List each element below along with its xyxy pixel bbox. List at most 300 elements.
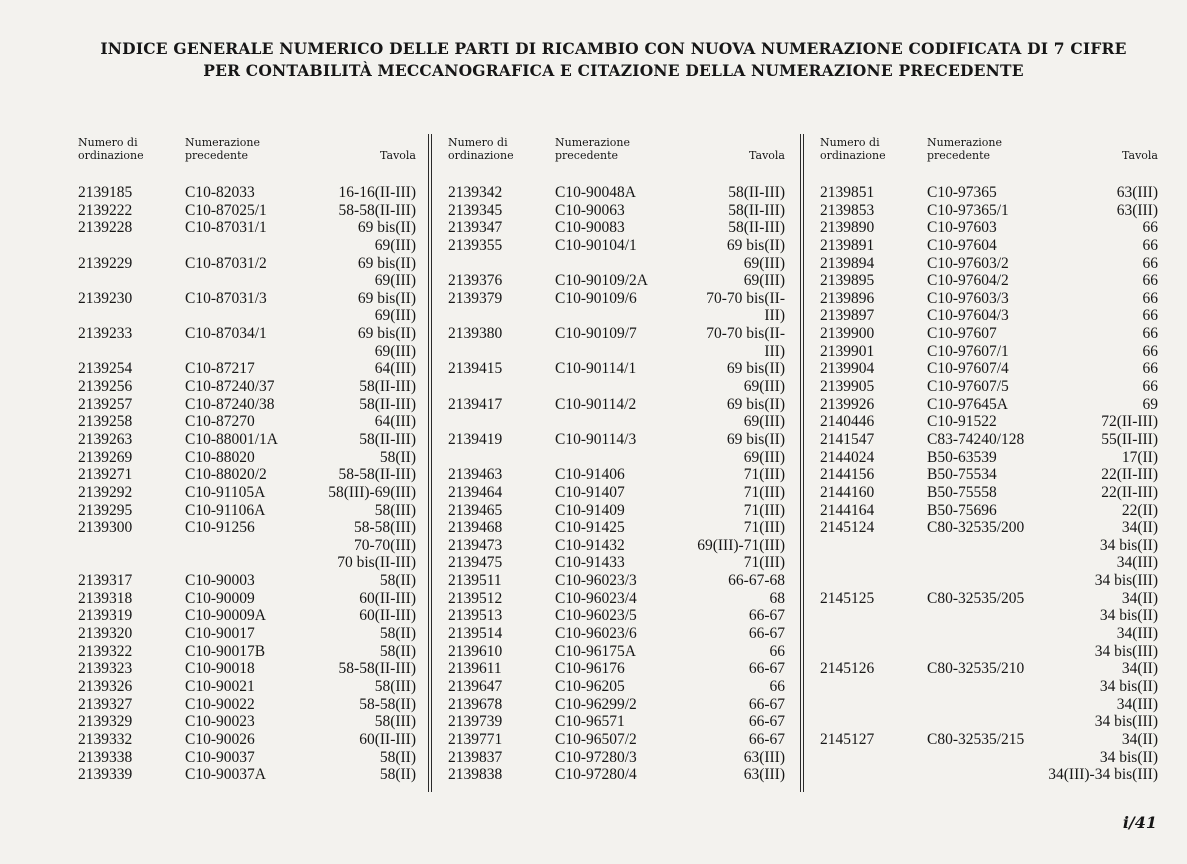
order-number: 2139891	[820, 236, 875, 254]
table-row	[820, 202, 1158, 220]
table-ref: 66	[1142, 219, 1158, 237]
table-ref: III)	[764, 342, 785, 360]
table-row	[820, 378, 1158, 396]
previous-number: C10-87217	[185, 360, 255, 378]
table-row	[448, 466, 785, 484]
order-number: 2139513	[448, 607, 503, 625]
previous-number: C10-96571	[555, 713, 625, 731]
table-row	[820, 219, 1158, 237]
table-ref: 58(II)	[379, 448, 416, 466]
table-row	[820, 696, 1158, 714]
order-number: 2139185	[78, 184, 133, 201]
table-row	[820, 184, 1158, 202]
previous-number: C10-90021	[185, 677, 255, 695]
table-row	[448, 290, 785, 308]
previous-number: C10-91425	[555, 519, 625, 537]
previous-number: C10-90017	[185, 625, 255, 643]
previous-number: C10-88020	[185, 448, 255, 466]
table-ref: 58(II)	[379, 766, 416, 784]
header-order-number-line2: ordinazione	[78, 149, 144, 162]
table-ref: 34(III)	[1116, 554, 1158, 572]
page-number: i/41	[1122, 813, 1157, 832]
order-number: 2139419	[448, 430, 503, 448]
previous-number: C10-97603	[927, 219, 997, 237]
table-row	[448, 537, 785, 555]
table-ref: 69(III)	[374, 272, 416, 290]
order-number: 2139320	[78, 625, 133, 643]
table-row	[820, 466, 1158, 484]
table-ref: 60(II-III)	[359, 589, 416, 607]
table-row	[820, 343, 1158, 361]
table-row	[78, 290, 416, 308]
header-previous-number-line1: Numerazione	[927, 136, 1002, 149]
previous-number: C10-88020/2	[185, 466, 267, 484]
previous-number: C10-97607/4	[927, 360, 1009, 378]
table-row	[820, 360, 1158, 378]
table-row	[448, 643, 785, 661]
order-number: 2139900	[820, 325, 875, 343]
table-ref: 72(II-III)	[1101, 413, 1158, 431]
table-ref: 34 bis(II)	[1099, 607, 1158, 625]
order-number: 2139318	[78, 589, 133, 607]
order-number: 2139300	[78, 519, 133, 537]
table-row	[820, 237, 1158, 255]
order-number: 2139263	[78, 430, 133, 448]
table-row	[78, 466, 416, 484]
table-row	[448, 219, 785, 237]
table-ref: 58-58(II-III)	[338, 201, 416, 219]
previous-number: C10-90048A	[555, 184, 636, 201]
header-order-number	[78, 136, 144, 162]
table-row	[820, 413, 1158, 431]
table-row	[78, 360, 416, 378]
header-previous-number-line1: Numerazione	[555, 136, 630, 149]
table-ref: 69(III)	[374, 342, 416, 360]
table-row	[448, 731, 785, 749]
table-row	[78, 202, 416, 220]
header-order-number-line2: ordinazione	[820, 149, 886, 162]
table-row	[820, 766, 1158, 784]
header-order-number	[820, 136, 886, 162]
table-row	[78, 184, 416, 202]
table-row	[78, 237, 416, 255]
table-row	[448, 272, 785, 290]
table-row	[78, 484, 416, 502]
table-row	[448, 307, 785, 325]
header-order-number-line1: Numero di	[448, 136, 508, 149]
table-ref: 58(II-III)	[359, 395, 416, 413]
table-ref: 69 bis(II)	[726, 430, 785, 448]
order-number: 2139837	[448, 748, 503, 766]
previous-number: C83-74240/128	[927, 430, 1025, 448]
table-ref: 66	[769, 642, 785, 660]
previous-number: C10-96175A	[555, 642, 636, 660]
table-row	[820, 678, 1158, 696]
table-ref: 63(III)	[1116, 201, 1158, 219]
order-number: 2139256	[78, 378, 133, 396]
order-number: 2139271	[78, 466, 133, 484]
order-number: 2144160	[820, 483, 875, 501]
table-ref: 69 bis(II)	[726, 360, 785, 378]
table-ref: 63(III)	[743, 766, 785, 784]
previous-number: C10-90023	[185, 713, 255, 731]
table-row	[448, 325, 785, 343]
table-ref: 69(III)	[374, 236, 416, 254]
previous-number: C10-88001/1A	[185, 430, 278, 448]
table-row	[78, 325, 416, 343]
order-number: 2139890	[820, 219, 875, 237]
table-row	[820, 590, 1158, 608]
table-row	[820, 502, 1158, 520]
previous-number: C10-90018	[185, 660, 255, 678]
table-row	[78, 713, 416, 731]
order-number: 2145127	[820, 730, 875, 748]
previous-number: C10-96023/5	[555, 607, 637, 625]
table-ref: 66-67	[748, 695, 785, 713]
table-ref: 34 bis(III)	[1094, 642, 1158, 660]
table-row	[820, 325, 1158, 343]
order-number: 2139292	[78, 483, 133, 501]
table-ref: 69(III)	[743, 272, 785, 290]
table-row	[820, 607, 1158, 625]
table-ref: 22(II)	[1121, 501, 1158, 519]
table-ref: 66	[1142, 236, 1158, 254]
order-number: 2139838	[448, 766, 503, 784]
table-ref: 63(III)	[743, 748, 785, 766]
table-ref: 70 bis(II-III)	[337, 554, 416, 572]
table-ref: 58(III)	[374, 713, 416, 731]
table-row	[448, 413, 785, 431]
order-number: 2139905	[820, 378, 875, 396]
table-ref: 58-58(II-III)	[338, 466, 416, 484]
previous-number: C80-32535/210	[927, 660, 1025, 678]
order-number: 2139230	[78, 289, 133, 307]
order-number: 2139610	[448, 642, 503, 660]
table-ref: 58-58(II-III)	[338, 660, 416, 678]
previous-number: C80-32535/200	[927, 519, 1025, 537]
table-ref: 63(III)	[1116, 184, 1158, 201]
index-column-2	[448, 136, 785, 784]
previous-number: C10-90037A	[185, 766, 266, 784]
table-row	[448, 607, 785, 625]
table-ref: 58-58(II)	[359, 695, 416, 713]
table-ref: 71(III)	[743, 554, 785, 572]
table-row	[78, 537, 416, 555]
order-number: 2144164	[820, 501, 875, 519]
order-number: 2139468	[448, 519, 503, 537]
column-header	[78, 136, 416, 184]
table-ref: 58-58(III)	[354, 519, 416, 537]
header-previous-number-line1: Numerazione	[185, 136, 260, 149]
table-row	[448, 678, 785, 696]
table-row	[78, 272, 416, 290]
table-ref: 66	[1142, 307, 1158, 325]
table-row	[448, 660, 785, 678]
table-row	[820, 625, 1158, 643]
order-number: 2139901	[820, 342, 875, 360]
previous-number: C10-96023/6	[555, 625, 637, 643]
order-number: 2139514	[448, 625, 503, 643]
table-row	[820, 660, 1158, 678]
previous-number: C10-97603/3	[927, 289, 1009, 307]
header-previous-number	[555, 136, 630, 162]
previous-number: C10-90003	[185, 572, 255, 590]
table-row	[448, 255, 785, 273]
previous-number: C10-91406	[555, 466, 625, 484]
table-row	[820, 449, 1158, 467]
table-row	[78, 572, 416, 590]
table-row	[448, 590, 785, 608]
order-number: 2139342	[448, 184, 503, 201]
order-number: 2139228	[78, 219, 133, 237]
header-previous-number	[185, 136, 260, 162]
order-number: 2140446	[820, 413, 875, 431]
table-ref: 69 bis(II)	[357, 289, 416, 307]
table-row	[448, 378, 785, 396]
table-ref: 69 bis(II)	[357, 254, 416, 272]
table-row	[78, 413, 416, 431]
order-number: 2139647	[448, 677, 503, 695]
header-order-number	[448, 136, 514, 162]
table-ref: 64(III)	[374, 360, 416, 378]
table-row	[820, 713, 1158, 731]
table-ref: 34 bis(III)	[1094, 713, 1158, 731]
table-ref: 22(II-III)	[1101, 483, 1158, 501]
table-row	[78, 449, 416, 467]
table-row	[448, 484, 785, 502]
previous-number: C10-90104/1	[555, 236, 637, 254]
table-ref: 66	[1142, 254, 1158, 272]
table-ref: 34(II)	[1121, 589, 1158, 607]
table-ref: 58(II)	[379, 572, 416, 590]
order-number: 2139894	[820, 254, 875, 272]
order-number: 2139512	[448, 589, 503, 607]
table-ref: 58(II-III)	[728, 219, 785, 237]
table-row	[448, 696, 785, 714]
table-ref: 66-67-68	[728, 572, 785, 590]
table-row	[448, 237, 785, 255]
previous-number: C10-87031/3	[185, 289, 267, 307]
table-row	[78, 219, 416, 237]
previous-number: C10-87240/38	[185, 395, 275, 413]
table-row	[448, 449, 785, 467]
table-ref: 58(II)	[379, 625, 416, 643]
previous-number: B50-75534	[927, 466, 997, 484]
table-ref: 34(II)	[1121, 519, 1158, 537]
table-ref: 17(II)	[1121, 448, 1158, 466]
table-row	[820, 731, 1158, 749]
header-previous-number	[927, 136, 1002, 162]
table-ref: 66-67	[748, 660, 785, 678]
table-ref: 16-16(II-III)	[338, 184, 416, 201]
table-ref: 34 bis(II)	[1099, 748, 1158, 766]
order-number: 2139475	[448, 554, 503, 572]
title-line-1: INDICE GENERALE NUMERICO DELLE PARTI DI RICAMBIO CON NUOVA NUMERAZIONE CODIFICATA DI 7 CIFRE	[100, 39, 1127, 58]
previous-number: C10-97645A	[927, 395, 1008, 413]
table-ref: 70-70(III)	[354, 536, 416, 554]
table-ref: 69(III)	[743, 254, 785, 272]
table-ref: 34(III)	[1116, 695, 1158, 713]
order-number: 2139355	[448, 236, 503, 254]
table-row	[820, 431, 1158, 449]
column-separator	[800, 134, 804, 792]
table-ref: 58(II)	[379, 642, 416, 660]
header-previous-number-line2: precedente	[927, 149, 991, 162]
table-row	[78, 660, 416, 678]
table-row	[448, 184, 785, 202]
table-ref: 22(II-III)	[1101, 466, 1158, 484]
previous-number: B50-63539	[927, 448, 997, 466]
table-ref: 34(III)-34 bis(III)	[1048, 766, 1158, 784]
order-number: 2139895	[820, 272, 875, 290]
table-row	[78, 431, 416, 449]
table-row	[448, 360, 785, 378]
previous-number: B50-75696	[927, 501, 997, 519]
table-ref: 58(III)	[374, 501, 416, 519]
order-number: 2139322	[78, 642, 133, 660]
table-row	[78, 343, 416, 361]
previous-number: C10-90114/3	[555, 430, 637, 448]
table-row	[448, 519, 785, 537]
order-number: 2139904	[820, 360, 875, 378]
table-row	[78, 678, 416, 696]
table-row	[820, 554, 1158, 572]
table-ref: 69(III)	[743, 413, 785, 431]
column-header	[448, 136, 785, 184]
order-number: 2139258	[78, 413, 133, 431]
order-number: 2139379	[448, 289, 503, 307]
previous-number: C10-90114/2	[555, 395, 637, 413]
previous-number: C10-91105A	[185, 483, 266, 501]
header-order-number-line2: ordinazione	[448, 149, 514, 162]
table-row	[78, 696, 416, 714]
order-number: 2139896	[820, 289, 875, 307]
table-ref: 34 bis(II)	[1099, 536, 1158, 554]
previous-number: C10-97604	[927, 236, 997, 254]
table-ref: 60(II-III)	[359, 730, 416, 748]
table-ref: 34(III)	[1116, 625, 1158, 643]
table-ref: 58(II-III)	[728, 184, 785, 201]
previous-number: B50-75558	[927, 483, 997, 501]
order-number: 2139853	[820, 201, 875, 219]
table-ref: 69 bis(II)	[357, 219, 416, 237]
order-number: 2139465	[448, 501, 503, 519]
order-number: 2139347	[448, 219, 503, 237]
previous-number: C10-87270	[185, 413, 255, 431]
order-number: 2139926	[820, 395, 875, 413]
table-ref: 66	[1142, 378, 1158, 396]
header-previous-number-line2: precedente	[555, 149, 619, 162]
page-title	[0, 38, 1187, 82]
previous-number: C10-87034/1	[185, 325, 267, 343]
title-line-2: PER CONTABILITÀ MECCANOGRAFICA E CITAZIONE DELLA NUMERAZIONE PRECEDENTE	[203, 61, 1024, 80]
order-number: 2141547	[820, 430, 875, 448]
previous-number: C10-91409	[555, 501, 625, 519]
previous-number: C10-91106A	[185, 501, 266, 519]
table-ref: 66-67	[748, 713, 785, 731]
table-row	[820, 519, 1158, 537]
order-number: 2139415	[448, 360, 503, 378]
order-number: 2139233	[78, 325, 133, 343]
previous-number: C10-97603/2	[927, 254, 1009, 272]
order-number: 2139739	[448, 713, 503, 731]
previous-number: C10-90022	[185, 695, 255, 713]
order-number: 2139319	[78, 607, 133, 625]
previous-number: C10-97607	[927, 325, 997, 343]
table-ref: 66	[1142, 289, 1158, 307]
order-number: 2139269	[78, 448, 133, 466]
table-row	[78, 554, 416, 572]
order-number: 2139317	[78, 572, 133, 590]
table-ref: 58(III)-69(III)	[328, 483, 416, 501]
table-ref: 71(III)	[743, 519, 785, 537]
previous-number: C10-90109/6	[555, 289, 637, 307]
table-ref: 55(II-III)	[1101, 430, 1158, 448]
table-ref: III)	[764, 307, 785, 325]
table-ref: 66	[1142, 325, 1158, 343]
table-row	[78, 731, 416, 749]
table-ref: 68	[769, 589, 785, 607]
previous-number: C10-82033	[185, 184, 255, 201]
table-row	[448, 431, 785, 449]
table-row	[78, 643, 416, 661]
order-number: 2139345	[448, 201, 503, 219]
order-number: 2139380	[448, 325, 503, 343]
table-ref: 34 bis(II)	[1099, 677, 1158, 695]
table-ref: 69(III)	[374, 307, 416, 325]
previous-number: C10-87240/37	[185, 378, 275, 396]
order-number: 2139329	[78, 713, 133, 731]
previous-number: C10-96023/4	[555, 589, 637, 607]
table-row	[448, 202, 785, 220]
table-row	[448, 766, 785, 784]
table-row	[78, 255, 416, 273]
table-row	[448, 572, 785, 590]
order-number: 2139254	[78, 360, 133, 378]
table-row	[448, 396, 785, 414]
header-table: Tavola	[749, 149, 785, 162]
index-column-1	[78, 136, 416, 784]
order-number: 2139473	[448, 536, 503, 554]
table-row	[78, 519, 416, 537]
order-number: 2139417	[448, 395, 503, 413]
table-ref: 58(II)	[379, 748, 416, 766]
table-row	[78, 307, 416, 325]
table-row	[820, 307, 1158, 325]
previous-number: C10-90083	[555, 219, 625, 237]
table-row	[78, 378, 416, 396]
table-row	[820, 643, 1158, 661]
previous-number: C10-97280/4	[555, 766, 637, 784]
table-ref: 34(II)	[1121, 660, 1158, 678]
order-number: 2139771	[448, 730, 503, 748]
header-order-number-line1: Numero di	[78, 136, 138, 149]
table-ref: 69(III)	[743, 378, 785, 396]
table-row	[820, 290, 1158, 308]
table-ref: 66-67	[748, 730, 785, 748]
previous-number: C10-90063	[555, 201, 625, 219]
previous-number: C10-96507/2	[555, 730, 637, 748]
table-row	[448, 554, 785, 572]
table-row	[78, 502, 416, 520]
previous-number: C10-91522	[927, 413, 997, 431]
table-ref: 66-67	[748, 625, 785, 643]
previous-number: C10-90026	[185, 730, 255, 748]
order-number: 2145126	[820, 660, 875, 678]
order-number: 2139332	[78, 730, 133, 748]
order-number: 2139464	[448, 483, 503, 501]
header-previous-number-line2: precedente	[185, 149, 249, 162]
